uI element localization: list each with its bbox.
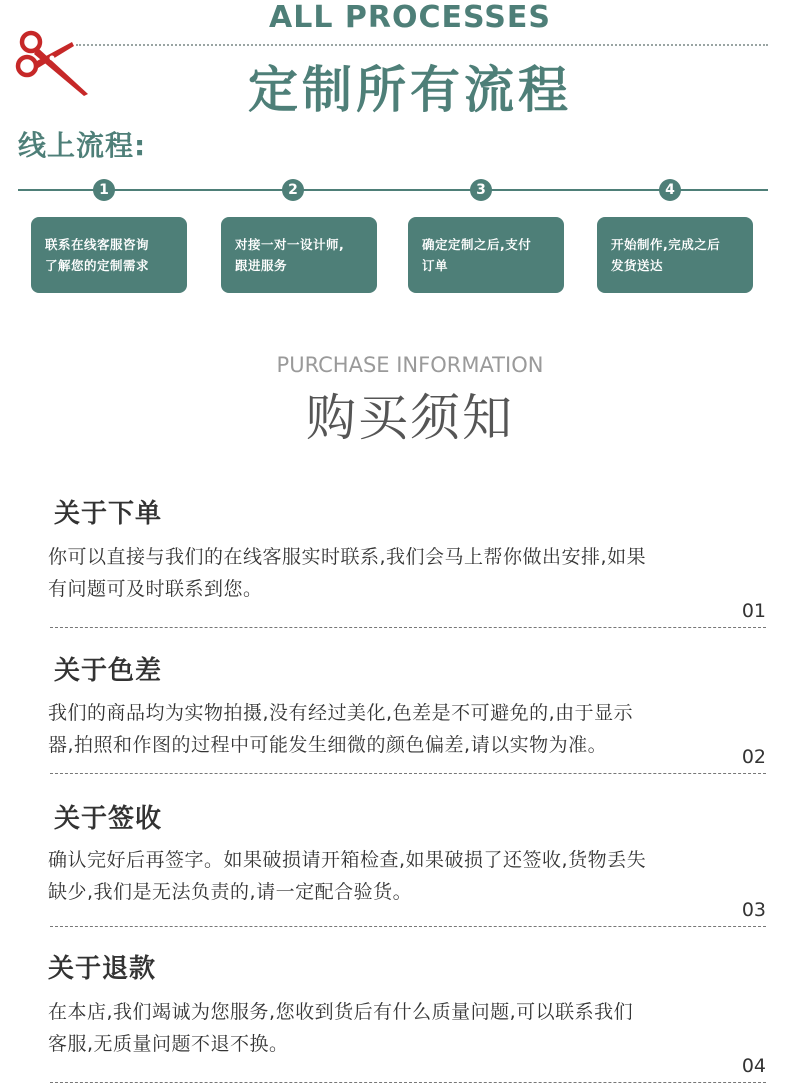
step-1-box bbox=[31, 217, 187, 293]
section-color-body bbox=[48, 697, 768, 761]
step-1-number: 1 bbox=[93, 179, 115, 201]
step-1-line2: 了解您的定制需求 bbox=[45, 258, 150, 273]
section-sign-body bbox=[48, 844, 768, 908]
section-sign-line1: 确认完好后再签字。如果破损请开箱检查,如果破损了还签收,货物丢失 bbox=[48, 849, 647, 871]
section-refund-divider bbox=[50, 1082, 766, 1083]
section-color-divider bbox=[50, 773, 766, 774]
section-order-divider bbox=[50, 627, 766, 628]
section-color-line2: 器,拍照和作图的过程中可能发生细微的颜色偏差,请以实物为准。 bbox=[48, 734, 608, 756]
section-order-line2: 有问题可及时联系到您。 bbox=[48, 578, 263, 600]
section-order-line1: 你可以直接与我们的在线客服实时联系,我们会马上帮你做出安排,如果 bbox=[48, 546, 647, 568]
custom-process-title: 定制所有流程 bbox=[248, 61, 572, 119]
purchase-info-title-en: PURCHASE INFORMATION bbox=[276, 353, 544, 377]
online-process-title: 线上流程: bbox=[18, 129, 147, 162]
step-4-line2: 发货送达 bbox=[611, 258, 664, 273]
process-timeline bbox=[18, 189, 768, 191]
step-2-box bbox=[221, 217, 377, 293]
header-divider bbox=[76, 44, 768, 46]
section-color-number: 02 bbox=[741, 746, 766, 768]
purchase-info-title-cn: 购买须知 bbox=[306, 389, 514, 447]
section-sign-line2: 缺少,我们是无法负责的,请一定配合验货。 bbox=[48, 881, 413, 903]
section-color-line1: 我们的商品均为实物拍摄,没有经过美化,色差是不可避免的,由于显示 bbox=[48, 702, 634, 724]
step-4-box bbox=[597, 217, 753, 293]
section-refund-line2: 客服,无质量问题不退不换。 bbox=[48, 1033, 289, 1055]
step-4-line1: 开始制作,完成之后 bbox=[611, 237, 721, 252]
step-4-number: 4 bbox=[659, 179, 681, 201]
step-2-number: 2 bbox=[282, 179, 304, 201]
step-2-line1: 对接一对一设计师, bbox=[235, 237, 345, 252]
section-color-title: 关于色差 bbox=[54, 656, 163, 686]
section-sign-divider bbox=[50, 926, 766, 927]
section-order-title: 关于下单 bbox=[54, 499, 163, 529]
step-1-line1: 联系在线客服咨询 bbox=[45, 237, 150, 252]
section-order-body bbox=[48, 541, 768, 605]
section-refund-number: 04 bbox=[741, 1055, 766, 1077]
all-processes-title: ALL PROCESSES bbox=[269, 0, 551, 35]
section-refund-body bbox=[48, 996, 768, 1060]
step-3-line2: 订单 bbox=[422, 258, 449, 273]
step-3-number: 3 bbox=[470, 179, 492, 201]
section-order-number: 01 bbox=[741, 600, 766, 622]
section-sign-title: 关于签收 bbox=[54, 804, 163, 834]
section-refund-line1: 在本店,我们竭诚为您服务,您收到货后有什么质量问题,可以联系我们 bbox=[48, 1001, 634, 1023]
step-2-line2: 跟进服务 bbox=[235, 258, 288, 273]
step-3-box bbox=[408, 217, 564, 293]
section-refund-title: 关于退款 bbox=[48, 954, 157, 984]
step-3-line1: 确定定制之后,支付 bbox=[422, 237, 532, 252]
section-sign-number: 03 bbox=[741, 899, 766, 921]
